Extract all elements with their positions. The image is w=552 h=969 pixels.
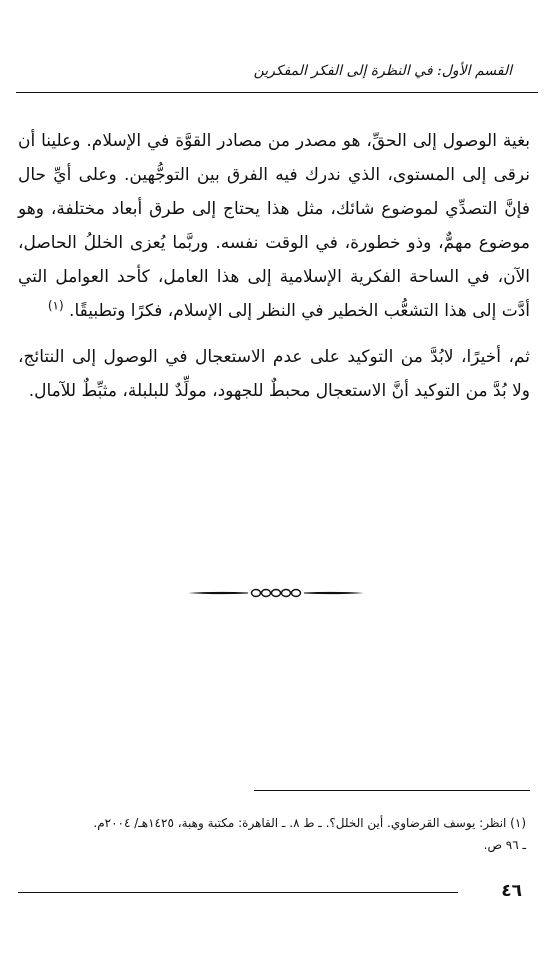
running-header: القسم الأول: في النظرة إلى الفكر المفكرين bbox=[253, 63, 512, 79]
footnote-line: (١) انظر: يوسف القرضاوي. أين الخلل؟. ـ ط ٨. ـ القاهرة: مكتبة وهبة، ١٤٢٥هـ/ ٢٠٠٤م. bbox=[93, 816, 526, 830]
paragraph-2-line: إلى النتائج، ولا بُدَّ من التوكيد أنَّ الاستعجال محبطٌ للجهود، bbox=[18, 347, 530, 401]
paragraph-1 bbox=[18, 124, 530, 328]
page-number: ٤٦ bbox=[501, 881, 522, 901]
paragraph-1-line: الوقت نفسه. وربَّما يُعزى الخللُ الحاصل، الآن، في الساحة bbox=[18, 233, 530, 287]
footnotes bbox=[26, 812, 526, 856]
paragraph-1-line: هذا التشعُّب الخطير في النظر إلى الإسلام، فكرًا وتطبيقًا. bbox=[69, 301, 467, 321]
footnote-rule bbox=[254, 790, 530, 791]
header-rule bbox=[16, 92, 538, 93]
footnote-reference[interactable]: (١) bbox=[47, 298, 64, 313]
footer-rule bbox=[18, 892, 458, 893]
footnote-line: ـ ٩٦ ص. bbox=[483, 838, 526, 852]
paragraph-1-line: يحتاج إلى طرق أبعاد مختلفة، وهو موضوع مهمٌّ، وذو خطورة، في bbox=[18, 199, 531, 253]
paragraph-2-line: ثم، أخيرًا، لابُدَّ من التوكيد على عدم الاستعجال في الوصول bbox=[103, 347, 530, 367]
paragraph-1-line: بغية الوصول إلى الحقِّ، هو مصدر من مصادر القوَّة في الإسلام. bbox=[86, 131, 531, 151]
paragraph-1-line: الفكرية الإسلامية إلى هذا العامل، كأحد العوامل التي أدَّت إلى bbox=[18, 267, 530, 321]
section-divider-ornament-icon bbox=[186, 585, 366, 601]
paragraph-2 bbox=[18, 340, 530, 408]
body-text bbox=[18, 124, 530, 408]
paragraph-1-line: وعلينا أن نرقى إلى المستوى، الذي ندرك فيه الفرق بين bbox=[18, 131, 530, 185]
paragraph-1-line: التوجُّهين. وعلى أيِّ حال فإنَّ التصدِّي لموضوع شائك، مثل هذا bbox=[18, 165, 530, 219]
paragraph-2-line: مولِّدٌ للبلبلة، مثبِّطٌ للآمال. bbox=[28, 381, 207, 401]
